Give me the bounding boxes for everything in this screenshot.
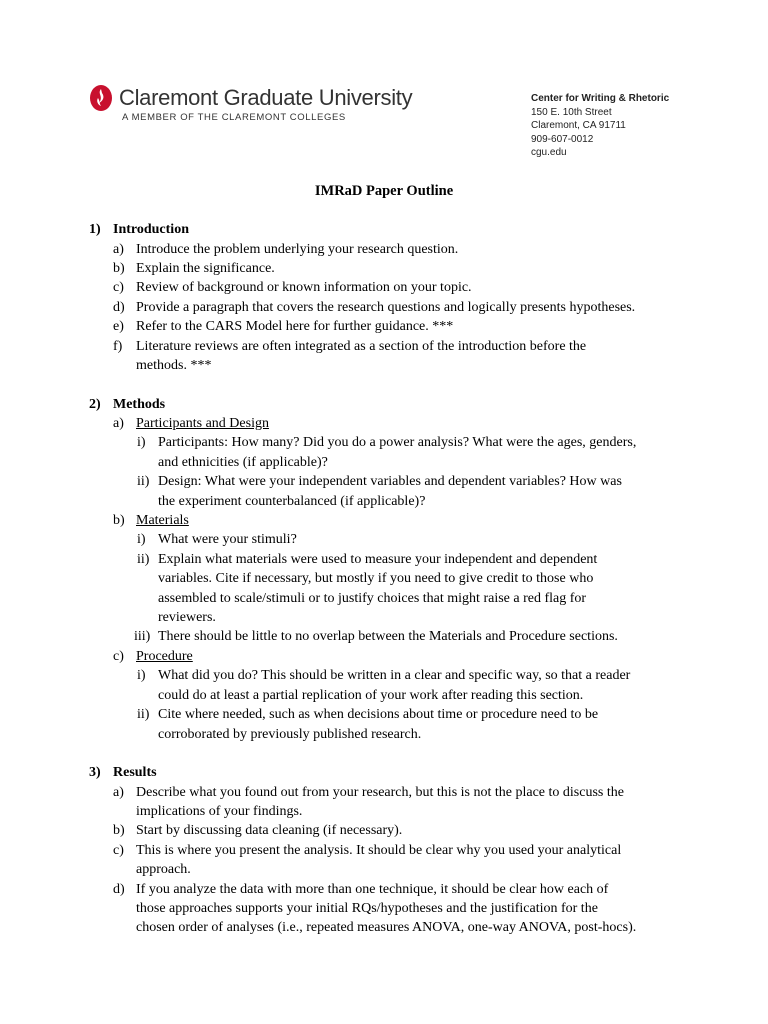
list-marker: d) [113,300,125,315]
list-marker: a) [113,242,124,257]
list-item-text-continued: implications of your findings. [136,804,303,819]
letterhead-logo [88,84,412,123]
list-item-text: Describe what you found out from your research, but this is not the place to discuss the [136,785,624,800]
section-number: 1) [89,222,101,237]
list-item-text-continued: reviewers. [158,610,216,625]
flame-logo-icon [88,84,114,112]
subheading-procedure: Procedure [136,649,193,664]
contact-block [531,92,669,160]
list-marker: b) [113,823,125,838]
list-item-text-continued: those approaches supports your initial RQs/hypotheses and the justification for the [136,901,598,916]
list-item-text: Literature reviews are often integrated as a section of the introduction before the [136,339,587,354]
list-item-text-continued: could do at least a partial replication of your work after reading this section. [158,688,584,703]
list-item-text-continued: chosen order of analyses (i.e., repeated measures ANOVA, one-way ANOVA, post-hocs). [136,920,637,935]
list-item-text-continued: and ethnicities (if applicable)? [158,455,328,470]
list-item-text: Review of background or known information on your topic. [136,280,472,295]
list-marker: a) [113,416,124,431]
list-marker: b) [113,261,125,276]
list-item-text: What did you do? This should be written in a clear and specific way, so that a reader [158,668,631,683]
list-item-text: Participants: How many? Did you do a power analysis? What were the ages, genders, [158,435,637,450]
list-item-text-continued: variables. Cite if necessary, but mostly if you need to give credit to those who [158,571,594,586]
list-item-text: There should be little to no overlap between the Materials and Procedure sections. [158,629,618,644]
member-line: A MEMBER OF THE CLAREMONT COLLEGES [122,112,346,123]
list-item-text-continued: corroborated by previously published research. [158,727,422,742]
list-item-text: Introduce the problem underlying your research question. [136,242,459,257]
university-name: Claremont Graduate University [119,85,413,110]
section-heading-introduction: Introduction [113,222,189,237]
list-item-text: Design: What were your independent variables and dependent variables? How was [158,474,622,489]
list-item-text: Start by discussing data cleaning (if necessary). [136,823,403,838]
section-number: 2) [89,397,101,412]
address-line-1: 150 E. 10th Street [531,106,612,118]
list-marker: ii) [137,707,150,722]
list-item-text: Provide a paragraph that covers the research questions and logically presents hypotheses. [136,300,636,315]
list-marker: ii) [137,474,150,489]
list-marker: d) [113,882,125,897]
list-item-text: What were your stimuli? [158,532,297,547]
list-item-text-continued: approach. [136,862,191,877]
list-item-text: Explain what materials were used to measure your independent and dependent [158,552,598,567]
list-item-text: If you analyze the data with more than one technique, it should be clear how each of [136,882,609,897]
phone-number: 909-607-0012 [531,133,594,145]
list-item-text: Cite where needed, such as when decisions about time or procedure need to be [158,707,599,722]
website-url: cgu.edu [531,147,567,158]
list-marker: c) [113,649,124,664]
section-heading-results: Results [113,765,157,780]
list-marker: iii) [134,629,151,644]
list-item-text-continued: assembled to scale/stimuli or to justify choices that might raise a red flag for [158,591,587,606]
list-item-text-continued: methods. *** [136,358,212,373]
list-marker: c) [113,280,124,295]
list-marker: b) [113,513,125,528]
section-number: 3) [89,765,101,780]
address-line-2: Claremont, CA 91711 [531,120,626,131]
section-heading-methods: Methods [113,397,166,412]
subheading-materials: Materials [136,513,189,528]
document-title: IMRaD Paper Outline [314,183,454,199]
list-item-text: Refer to the CARS Model here for further guidance. *** [136,319,454,334]
list-marker: c) [113,843,124,858]
list-item-text-continued: the experiment counterbalanced (if applicable)? [158,494,426,509]
center-name: Center for Writing & Rhetoric [531,93,670,104]
list-item-text: Explain the significance. [136,261,275,276]
list-marker: f) [113,339,123,354]
list-marker: e) [113,319,124,334]
list-marker: i) [137,435,146,450]
list-marker: a) [113,785,124,800]
subheading-participants-design: Participants and Design [136,416,269,431]
list-marker: i) [137,532,146,547]
list-marker: ii) [137,552,150,567]
list-item-text: This is where you present the analysis. It should be clear why you used your analytical [136,843,622,858]
list-marker: i) [137,668,146,683]
